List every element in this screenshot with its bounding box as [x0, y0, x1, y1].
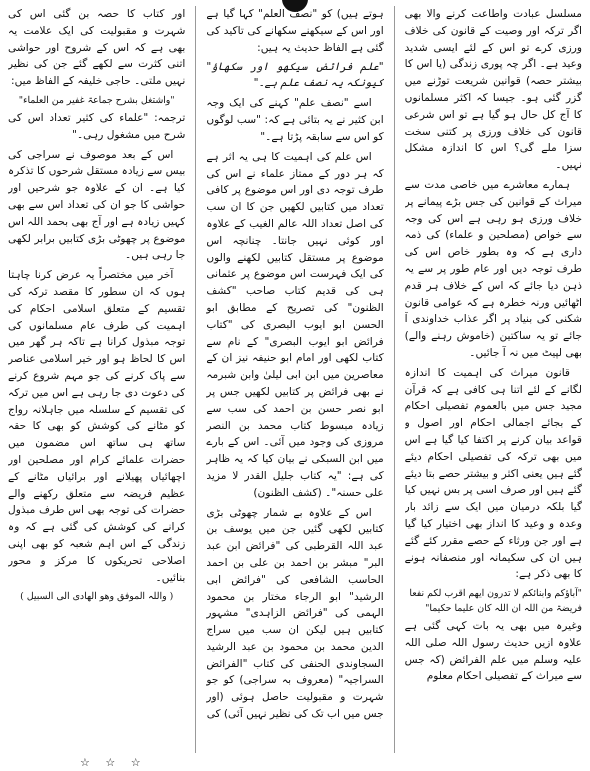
closing-line: ( واللہ الموفق وھو الھادی الی السبیل )	[20, 591, 174, 603]
paragraph: اس علم کی اہمیت کا ہی یہ اثر ہے کہ ہر دور کے ممتاز علماء نے اس کی طرف توجہ دی اور اس موضوع پر کافی تعداد میں کتابیں لکھیں جن کا ان سب کی اصل تعداد اللہ عالم الغیب کے علاوہ اور کوئی نہیں جانتا۔ چنانچہ اس موضوع پر مستقل کتابیں لکھنے والوں کی ایک فہرست اس موضوع پر عثمانی ہی کی قدیم کتاب صاحب "کشف الظنون" کی تصریح کے مطابق ابو الحسن ابو ایوب البصری کی "کتاب فرائض ابو ایوب البصری" کے نام سے کتاب لکھی اور امام ابو حنیفہ نیز ان کے معاصرین میں ابن ابی لیلیٰ وابن شبرمہ نے بھی فرائض پر کتابیں لکھیں جس پر ابو نصر حسن بن احمد کی سب سے زیادہ مبسوط کتاب محمد بن النصر مروزی کی وجود میں آئی۔ اس کے بارے میں ابن السبکی نے بیان کیا کہ یہ ظاہر کی ہے: "یہ کتاب جلیل القدر لا مزید علی حسنہ"۔ (کشف الظنون)	[206, 150, 384, 499]
paragraph: ترجمہ: "علماء کی کثیر تعداد اس کی شرح میں مشغول رہی۔"	[8, 111, 186, 141]
text-columns	[8, 6, 582, 753]
paragraph: اس کے بعد موصوف نے سراجی کی بیس سے زیادہ مستقل شرحوں کا تذکرہ کیا ہے۔ ان کے علاوہ جو شرحیں اور حواشی کا جو ان کی تعداد اس سے بھی کہیں زیادہ ہے اور آج بھی بحمد اللہ اس موضوع پر چھوٹی بڑی کتابیں برابر لکھی جا رہی ہیں۔	[8, 148, 186, 262]
paragraph: آخر میں مختصراً یہ عرض کرنا چاہتا ہوں کہ ان سطور کا مقصد ترکہ کی تقسیم کے متعلق اسلامی احکام کی اہمیت کی طرف عام مسلمانوں کی توجہ مبذول کرانا ہے تاکہ ہر گھر میں اس کا لحاظ ہو اور خیر اسلامی عناصر سے پاک کرنے کی جو مہم شروع کرنے کی دعوت دی جا رہی ہے اس میں ترکہ کی تقسیم کے سلسلہ میں جاہلانہ رواج کو مٹانے کی کوشش کو بھی کا حقہ ساتھ ہی ساتھ اس مضمون میں حضرات علمائے کرام اور مصلحین اور اچھائیاں پھیلانے اور برائیاں مٹانے کے عظیم فریضہ سے متعلق رکھنے والے حضرات کی توجہ بھی اس طرف مبذول کرانے کی کوشش کی گئی ہے کہ وہ زندگی کے اس اہم شعبہ کو بھی اپنی اصلاحی تحریکوں کا مرکز و محور بنائیں۔	[8, 269, 186, 584]
arabic-quote: "واشتغل بشرح جماعۃ غفیر من العلماء"	[18, 94, 175, 106]
paragraph: اس کے علاوہ بے شمار چھوٹی بڑی کتابیں لکھی گئیں جن میں یوسف بن عبد اللہ القرطبی کی "فرائض ابن عبد البر" مبشر بن احمد بن علی بن احمد الحاسب الشافعی کی "فرائض ابی الرشید" ابو الرجاء مختار بن محمود الہمی کی "فرائض الزاہدی" مشہور کتابیں ہیں لیکن ان سب میں سراج الدین محمد بن محمود بن عبد الرشید السجاوندی الحنفی کی کتاب "الفرائض السراجیہ" (معروف بہ سراجی) کو جو شہرت و مقبولیت حاصل ہوئی (اور جس میں اب تک کی نظیر نہیں آئی) کی	[206, 506, 384, 721]
hadith-quote: "علم فرائض سیکھو اور سکھاؤ" کیونکہ یہ نصف علم ہے۔"	[206, 61, 384, 90]
paragraph: مسلسل عبادت واطاعت کرنے والا بھی اگر ترکہ اور وصیت کے قانون کی خلاف ورزی کرے تو اس کے لئے ایسی شدید وعید ہے۔ اگر چہ پوری زندگی (یا اس کا بیشتر حصہ) قوانین شریعت توڑنے میں گزر گئی ہو۔ جیسا کہ اکثر مسلمانوں کا آج کل حال ہو گیا ہے تو اس شرعی قانون کی خلاف ورزی پر کتنی سخت سزا ملے گی؟ اس کا اندازہ مشکل نہیں۔	[404, 8, 582, 172]
paragraph: اسے "نصف علم" کہنے کی ایک وجہ ابن کثیر نے یہ بتائی ہے کہ: "سب لوگوں کو اس سے سابقہ پڑتا ہے۔"	[206, 97, 384, 143]
footer-stars: ☆ ☆ ☆	[80, 756, 147, 769]
column-right	[405, 6, 582, 753]
column-left	[8, 6, 185, 753]
quran-quote: "آباؤکم وابنائکم لا تدرون ایھم اقرب لکم نفعا فریضۃ من اللہ ان اللہ کان علیما حکیما"	[409, 588, 582, 615]
paragraph: وغیرہ میں بھی یہ بات کہی گئی ہے علاوہ ازیں حدیث رسول اللہ صلی اللہ علیہ وسلم میں علم الفرائض (کہ جس سے میراث کے تفصیلی احکام معلوم	[404, 620, 582, 683]
column-divider	[394, 6, 395, 753]
column-middle	[206, 6, 383, 753]
paragraph: ہوتے ہیں) کو "نصف العلم" کہا گیا ہے اور اس کے سیکھنے سکھانے کی تاکید کی گئی ہے الفاظ حدیث یہ ہیں:	[206, 8, 384, 54]
paragraph: اور کتاب کا حصہ بن گئی اس کی شہرت و مقبولیت کی ایک علامت یہ بھی ہے کہ اس کے شروح اور حواشی اتنی کثرت سے لکھے گئے جن کی نظیر نہیں ملتی۔ حاجی خلیفہ کے الفاظ میں:	[8, 8, 186, 88]
paragraph: قانون میراث کی اہمیت کا اندازہ لگانے کے لئے اتنا ہی کافی ہے کہ قرآن مجید جس میں بالعموم تفصیلی احکام کے بجائے اجمالی احکام اور اصول و قواعد بیان کرنے پر اکتفا کیا گیا ہے اس میں بھی ترکہ کی تفصیلی احکام دیئے گئے ہیں یعنی اکثر و بیشتر حصے بتا دیئے گئے ہیں اور صرف اسی پر بس نہیں کیا گیا بلکہ درمیان میں ایک سے زائد بار وعدہ و وعید کا انداز بھی اختیار کیا گیا ہے اور جن ورثاء کے حصے مقرر کئے گئے ہیں ان کی سکیمانہ اور منصفانہ ہونے کا بھی ذکر ہے:	[404, 366, 582, 581]
paragraph: ہمارے معاشرے میں خاصی مدت سے میراث کے قوانین کی جس بڑے پیمانے پر خلاف ورزی ہو رہی ہے اس کی وجہ سے خواص (مصلحین و علماء) کی ذمہ داری ہے کہ وہ بطور خاص اس کی طرف توجہ دیں اور عام طور پر سے یہ ذہن دیا جائے کہ اس کے خلاف ہر قدم اٹھائیں ورنہ خطرہ ہے کہ عوامی قانون شکنی کی بنیاد پر اگر عذاب خداوندی آ جائے تو یہ ساکتین (خاموش رہنے والے) بھی لپیٹ میں نہ آ جائیں۔	[404, 178, 582, 359]
column-divider	[195, 6, 196, 753]
